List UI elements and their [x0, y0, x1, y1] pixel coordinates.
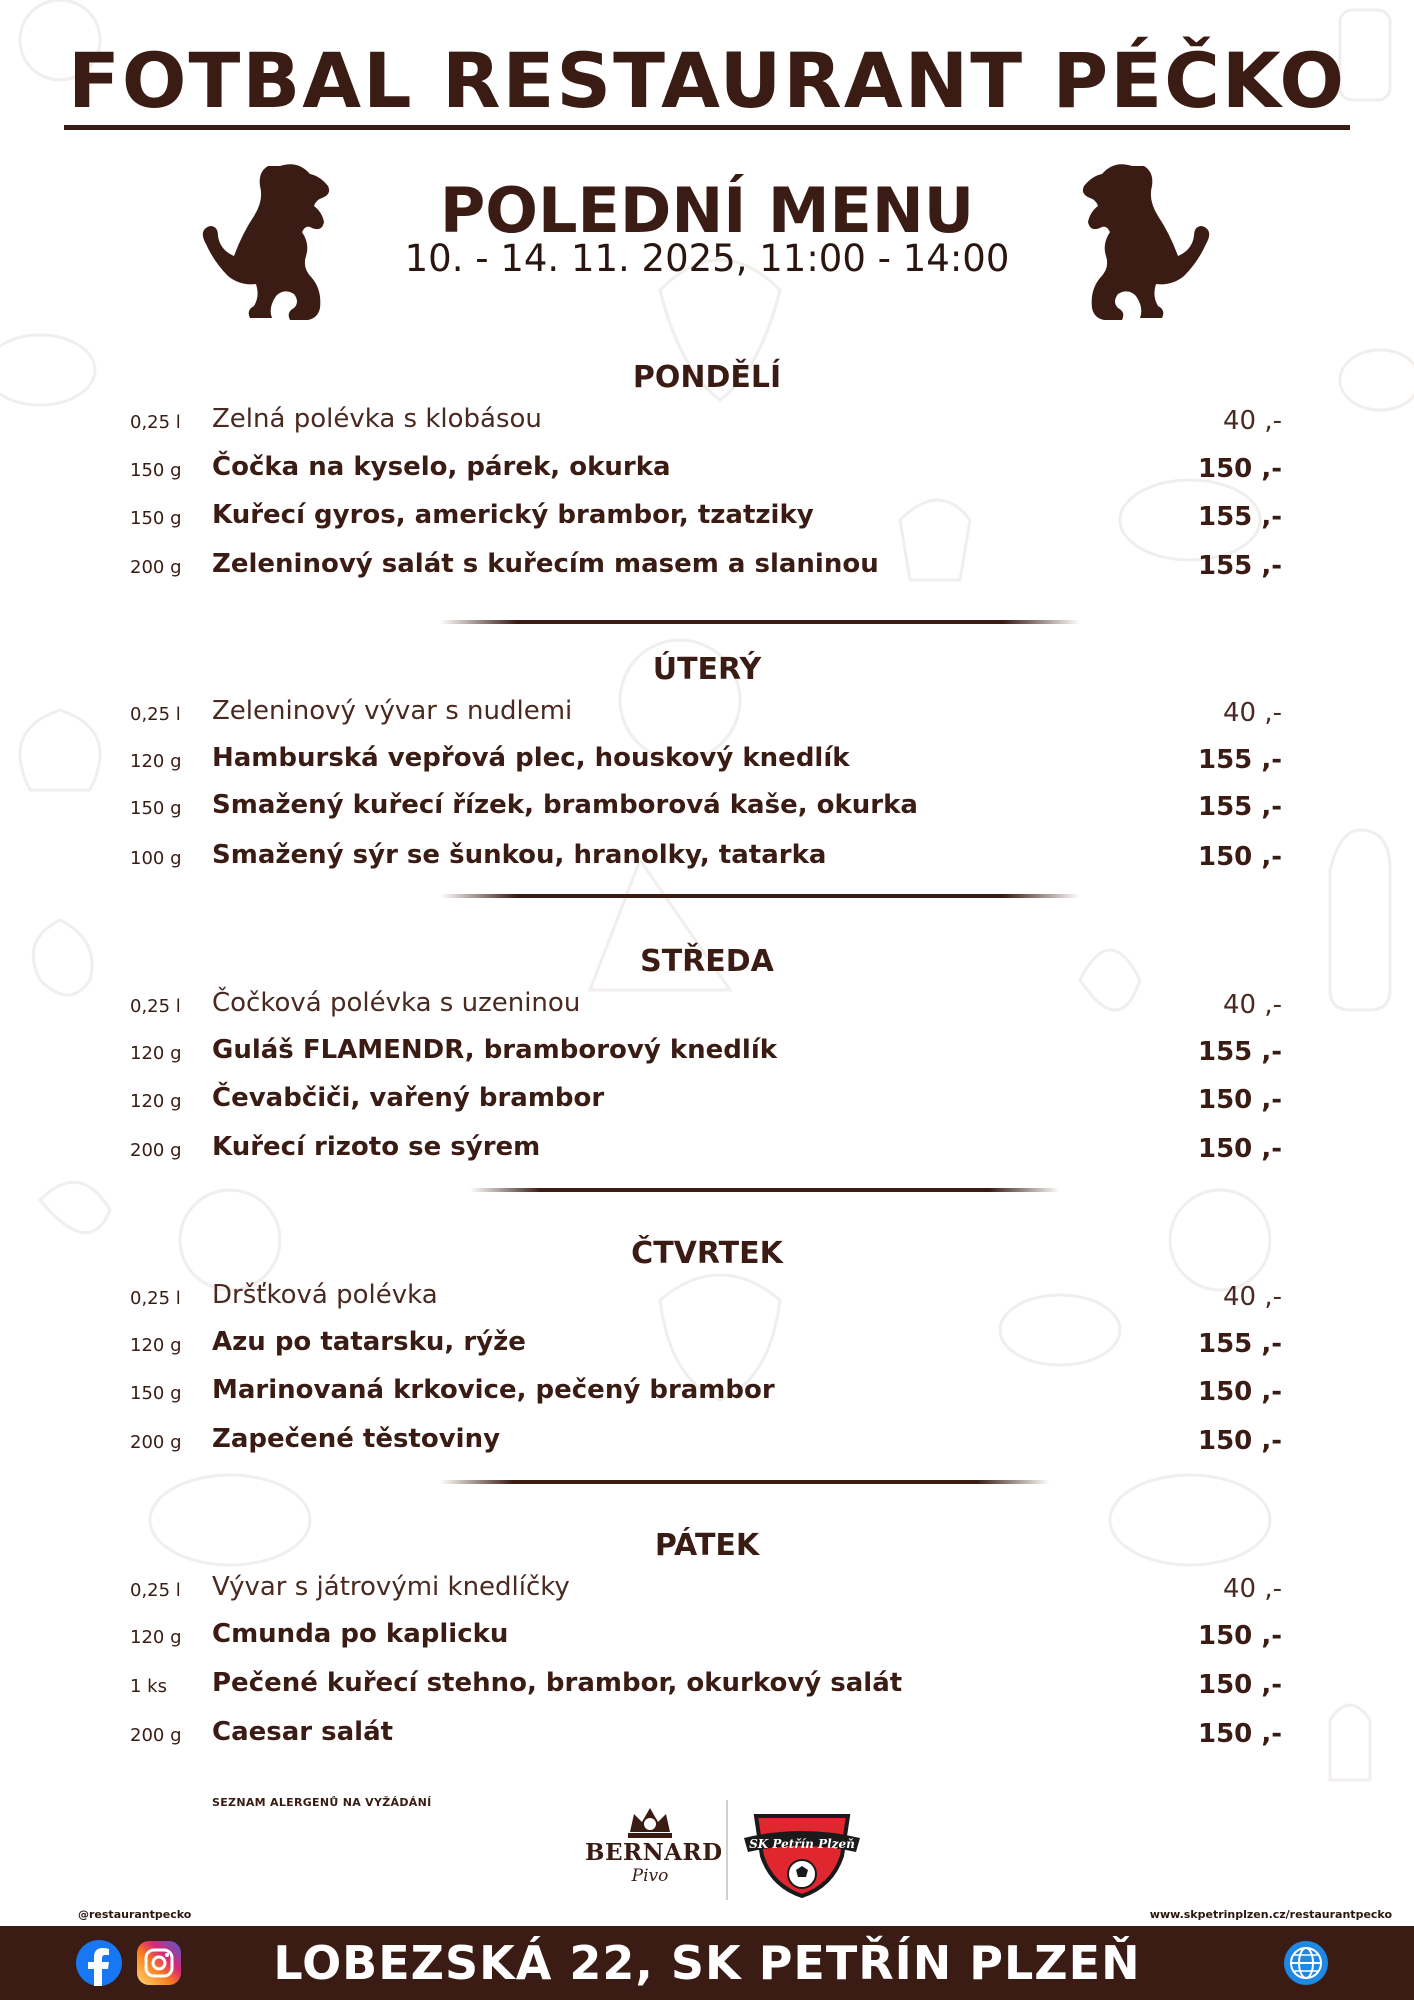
portion-size: 120 g: [130, 751, 182, 772]
dish-price: 155 ,-: [1198, 502, 1282, 532]
portion-size: 0,25 l: [130, 1288, 181, 1309]
menu-item: [0, 788, 1414, 837]
dish-price: 40 ,-: [1223, 698, 1282, 728]
portion-size: 200 g: [130, 1140, 182, 1161]
bernard-pivo-script: Pivo: [631, 1866, 669, 1886]
day-section-friday: [0, 1520, 1414, 1812]
menu-item: [0, 1033, 1414, 1082]
dish-price: 40 ,-: [1223, 1574, 1282, 1604]
menu-item-soup: [0, 1570, 1414, 1619]
dish-name: Cmunda po kaplicku: [212, 1619, 509, 1649]
portion-size: 150 g: [130, 1383, 182, 1404]
portion-size: 150 g: [130, 460, 182, 481]
portion-size: 120 g: [130, 1091, 182, 1112]
dish-name: Čočková polévka s uzeninou: [212, 988, 581, 1018]
dish-price: 150 ,-: [1198, 1085, 1282, 1115]
dish-name: Zapečené těstoviny: [212, 1424, 501, 1454]
dish-name: Smažený sýr se šunkou, hranolky, tatarka: [212, 840, 827, 870]
section-divider: [440, 1480, 1050, 1484]
day-section-thursday: [0, 1228, 1414, 1520]
menu-item: [0, 1666, 1414, 1715]
dish-price: 150 ,-: [1198, 1719, 1282, 1749]
portion-size: 0,25 l: [130, 1580, 181, 1601]
menu-item: [0, 1422, 1414, 1471]
dish-name: Pečené kuřecí stehno, brambor, okurkový salát: [212, 1668, 903, 1698]
menu-item: [0, 838, 1414, 887]
menu-item: [0, 1130, 1414, 1179]
dish-name: Caesar salát: [212, 1717, 394, 1747]
website-url[interactable]: www.skpetrinplzen.cz/restaurantpecko: [1149, 1908, 1392, 1921]
menu-dates: 10. - 14. 11. 2025, 11:00 - 14:00: [404, 237, 1010, 280]
day-section-wednesday: [0, 936, 1414, 1228]
portion-size: 150 g: [130, 798, 182, 819]
menu-item: [0, 1325, 1414, 1374]
dish-name: Zeleninový vývar s nudlemi: [212, 696, 573, 726]
dish-price: 150 ,-: [1198, 842, 1282, 872]
portion-size: 200 g: [130, 557, 182, 578]
dish-price: 150 ,-: [1198, 1426, 1282, 1456]
club-name-text: SK Petřín Plzeň: [749, 1837, 855, 1851]
dish-price: 155 ,-: [1198, 1037, 1282, 1067]
instagram-handle[interactable]: @restaurantpecko: [78, 1908, 192, 1921]
day-heading: STŘEDA: [640, 944, 774, 979]
portion-size: 120 g: [130, 1043, 182, 1064]
menu-item-soup: [0, 1278, 1414, 1327]
footer-bar: [0, 1926, 1414, 2000]
bernard-logo: [585, 1802, 723, 1898]
portion-size: 0,25 l: [130, 412, 181, 433]
dish-price: 155 ,-: [1198, 745, 1282, 775]
dish-name: Zeleninový salát s kuřecím masem a slaninou: [212, 549, 879, 579]
portion-size: 200 g: [130, 1432, 182, 1453]
logo-separator: [726, 1800, 728, 1900]
dish-name: Čočka na kyselo, párek, okurka: [212, 452, 671, 482]
menu-item-soup: [0, 402, 1414, 451]
dish-name: Guláš FLAMENDR, bramborový knedlík: [212, 1035, 778, 1065]
restaurant-title: FOTBAL RESTAURANT PÉČKO: [0, 36, 1414, 126]
dish-name: Marinovaná krkovice, pečený brambor: [212, 1375, 775, 1405]
menu-item: [0, 1715, 1414, 1764]
dish-name: Smažený kuřecí řízek, bramborová kaše, okurka: [212, 790, 918, 820]
dish-price: 40 ,-: [1223, 990, 1282, 1020]
menu-item: [0, 1081, 1414, 1130]
portion-size: 0,25 l: [130, 996, 181, 1017]
crown-crest-icon: [622, 1802, 678, 1840]
day-heading: PÁTEK: [654, 1528, 760, 1563]
dish-price: 150 ,-: [1198, 1670, 1282, 1700]
portion-size: 1 ks: [130, 1676, 167, 1697]
day-heading: ČTVRTEK: [631, 1236, 783, 1271]
restaurant-address: LOBEZSKÁ 22, SK PETŘÍN PLZEŇ: [273, 1936, 1141, 1990]
menu-item: [0, 547, 1414, 596]
lunch-menu-heading: POLEDNÍ MENU: [439, 174, 975, 247]
portion-size: 200 g: [130, 1725, 182, 1746]
dish-name: Čevabčiči, vařený brambor: [212, 1083, 605, 1113]
menu-item: [0, 498, 1414, 547]
menu-item: [0, 1373, 1414, 1422]
dish-name: Hamburská vepřová plec, houskový knedlík: [212, 743, 850, 773]
dish-name: Kuřecí rizoto se sýrem: [212, 1132, 541, 1162]
portion-size: 120 g: [130, 1627, 182, 1648]
portion-size: 100 g: [130, 848, 182, 869]
day-section-monday: [0, 352, 1414, 644]
menu-item-soup: [0, 986, 1414, 1035]
dish-price: 40 ,-: [1223, 1282, 1282, 1312]
menu-item: [0, 450, 1414, 499]
dish-name: Dršťková polévka: [212, 1280, 438, 1310]
bernard-wordmark: BERNARD: [585, 1839, 723, 1866]
menu-item: [0, 1617, 1414, 1666]
dish-price: 40 ,-: [1223, 406, 1282, 436]
dish-price: 155 ,-: [1198, 1329, 1282, 1359]
dish-name: Azu po tatarsku, rýže: [212, 1327, 526, 1357]
portion-size: 120 g: [130, 1335, 182, 1356]
sk-petrin-plzen-club-crest: [742, 1808, 862, 1898]
dish-price: 155 ,-: [1198, 792, 1282, 822]
globe-icon[interactable]: [1283, 1940, 1329, 1986]
portion-size: 150 g: [130, 508, 182, 529]
allergen-note: SEZNAM ALERGENŮ NA VYŽÁDÁNÍ: [212, 1796, 432, 1809]
dish-price: 150 ,-: [1198, 1621, 1282, 1651]
menu-item: [0, 741, 1414, 790]
day-heading: ÚTERÝ: [652, 652, 762, 687]
day-heading: PONDĚLÍ: [632, 360, 782, 395]
dish-name: Vývar s játrovými knedlíčky: [212, 1572, 570, 1602]
section-divider: [440, 894, 1080, 898]
dish-price: 150 ,-: [1198, 1134, 1282, 1164]
dish-price: 150 ,-: [1198, 1377, 1282, 1407]
section-divider: [440, 620, 1080, 624]
dish-name: Zelná polévka s klobásou: [212, 404, 542, 434]
dish-price: 150 ,-: [1198, 454, 1282, 484]
dish-name: Kuřecí gyros, americký brambor, tzatziky: [212, 500, 814, 530]
portion-size: 0,25 l: [130, 704, 181, 725]
menu-item-soup: [0, 694, 1414, 743]
section-divider: [470, 1188, 1060, 1192]
dish-price: 155 ,-: [1198, 551, 1282, 581]
weekly-menu: [0, 352, 1414, 1812]
day-section-tuesday: [0, 644, 1414, 936]
